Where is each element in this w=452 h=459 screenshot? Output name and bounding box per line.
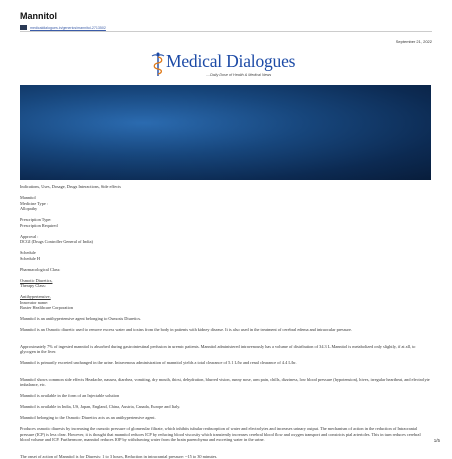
logo-text: Medical Dialogues [166, 51, 295, 72]
document-title: Mannitol [20, 11, 57, 21]
paragraph-3: Approximately 7% of ingested mannitol is absorbed during gastrointestinal perfusion in uremic patients. Mannitol administered intravenously has a volume of distribution of 34.3 L.Mannitol is metabolized only slightly, if at all, to glycogen in the liver. [20, 344, 431, 355]
prescription-type-label: Prescription Type: [20, 217, 431, 223]
caduceus-logo-icon [148, 51, 168, 77]
drug-name-line: Mannitol [20, 195, 431, 201]
paragraph-5: Mannitol shows common side effects Headache, nausea, diarrhea, vomiting, dry mouth, thirst, dehydration, blurred vision, runny nose, arm pain, chills, dizziness, low blood pressure (hypotension), hives, irregular heartbeat, and electrolyte imbalance, etc. [20, 377, 431, 388]
site-favicon-icon [20, 25, 27, 30]
schedule-value: Schedule H [20, 256, 431, 262]
paragraph-8: Mannitol belonging to the Osmotic Diuretics acts as an antihypertensive agent. [20, 415, 431, 421]
approval-label: Approval : [20, 234, 431, 240]
pharm-class-link[interactable]: Osmotic Diuretics, [20, 278, 431, 284]
therapy-class-label: Therapy Class: [20, 283, 431, 289]
paragraph-4: Mannitol is primarily excreted unchanged in the urine. Intravenous administration of mannitol yields a total clearance of 5.1 L/hr and renal clearance of 4.4 L/hr. [20, 360, 431, 366]
pharm-class-label: Pharmacological Class: [20, 267, 431, 273]
paragraph-2: Mannitol is an Osmotic diuretic used to remove excess water and toxins from the body in patients with kidney disease. It is also used in the treatment of cerebral edema and intraocular pressure. [20, 327, 431, 333]
logo-tagline: ....Daily Dose of Health & Medical News [206, 73, 271, 77]
paragraph-9: Produces osmotic diuresis by increasing the osmotic pressure of glomerular filtrate, which inhibits tubular reabsorption of water and electrolytes and increases urinary output. The mechanism of action in the reduction of Intracranial pressure (ICP) is less clear. However, it is thought that mannitol reduces ICP by reducing blood viscosity which transiently increases cerebral blood flow and oxygen transport and constricts pial arterioles. This in turn reduces cerebral blood volume and ICP. Furthermore, mannitol reduces IOP by withdrawing water from the brain parenchyma and excreting water in the urine. [20, 426, 431, 443]
paragraph-6: Mannitol is available in the form of an Injectable solution [20, 393, 431, 399]
paragraph-1: Mannitol is an antihypertensive agent belonging to Osmosis Diuretics. [20, 316, 431, 322]
therapy-class-link[interactable]: Antihypertensive, [20, 294, 431, 300]
approval-value: DCGI (Drugs Controller General of India) [20, 239, 431, 245]
publish-date: September 21, 2022 [396, 39, 432, 44]
source-row [20, 25, 106, 30]
medicine-type-label: Medicine Type : [20, 201, 431, 207]
paragraph-10: The onset of action of Mannitol is for Diuresis: 1 to 3 hours, Reduction in intracranial pressure: ~15 to 30 minutes. [20, 454, 431, 459]
innovator-label: Innovator name: [20, 300, 431, 306]
page-number: 1/5 [434, 438, 440, 443]
divider [20, 31, 432, 32]
schedule-label: Schedule [20, 250, 431, 256]
intro-text: Indications, Uses, Dosage, Drugs Interactions, Side effects [20, 184, 431, 190]
source-url-link[interactable]: medicaldialogues.in/generics/mannitol-2713502 [30, 26, 106, 30]
site-logo[interactable] [148, 49, 308, 83]
prescription-type-value: Prescription Required [20, 223, 431, 229]
innovator-value: Baxter Healthcare Corporation [20, 305, 431, 311]
paragraph-7: Mannitol is available in India, US, Japan, England, China, Austria, Canada, Europe and Italy. [20, 404, 431, 410]
medicine-type-value: Allopathy [20, 206, 431, 212]
hero-banner-image [20, 85, 431, 180]
